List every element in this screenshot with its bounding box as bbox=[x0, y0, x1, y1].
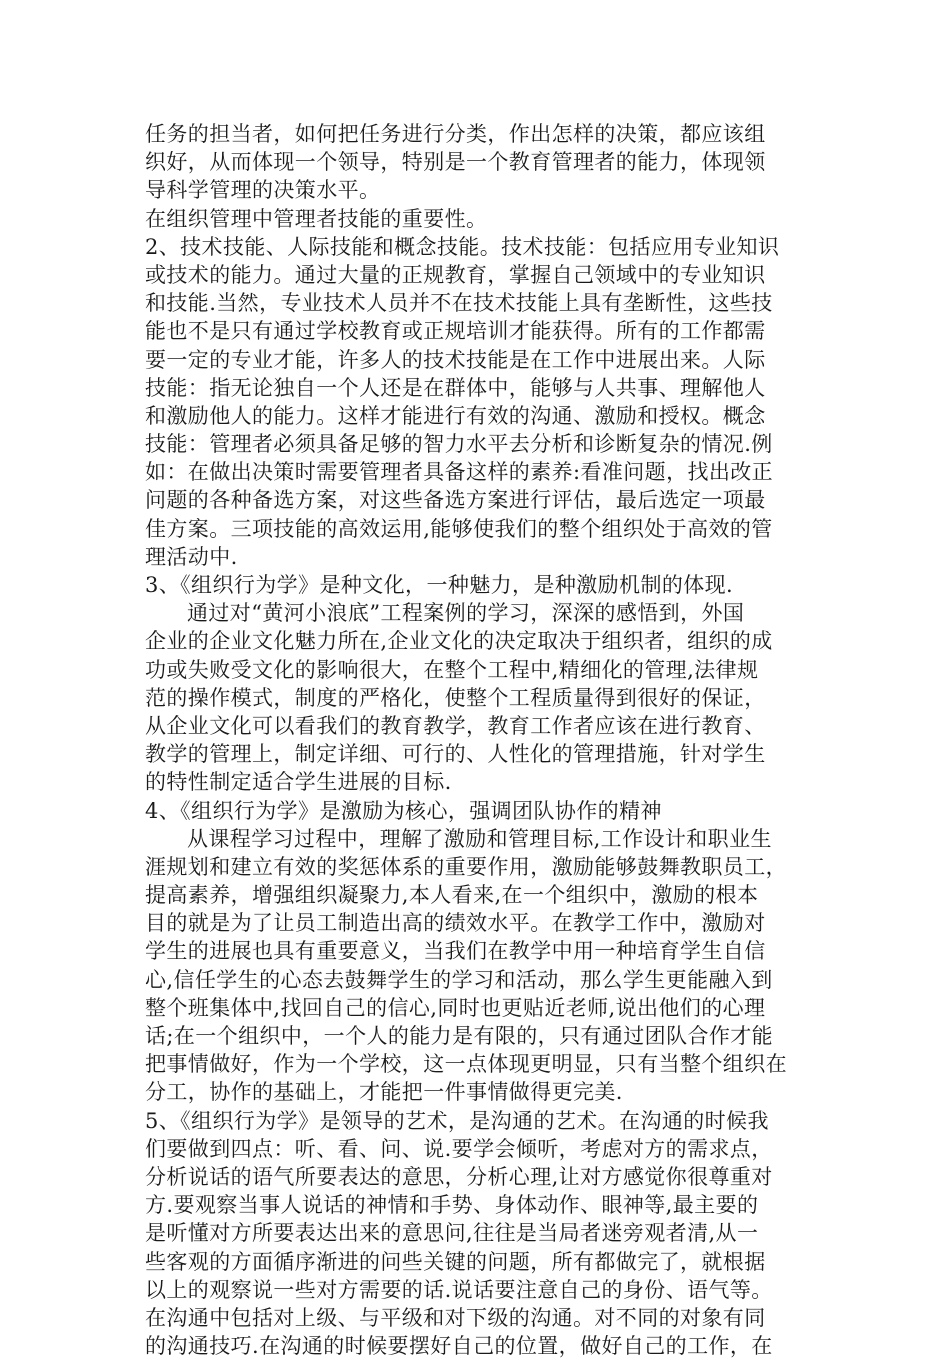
text-line: 和激励他人的能力。这样才能进行有效的沟通、激励和授权。概念 bbox=[145, 403, 766, 428]
text-line: 问题的各种备选方案，对这些备选方案进行评估，最后选定一项最 bbox=[145, 488, 766, 513]
text-line: 企业的企业文化魅力所在,企业文化的决定取决于组织者，组织的成 bbox=[145, 629, 773, 654]
text-line: 教学的管理上，制定详细、可行的、人性化的管理措施，针对学生 bbox=[145, 742, 766, 767]
text-line: 要一定的专业才能，许多人的技术技能是在工作中进展出来。人际 bbox=[145, 347, 766, 372]
text-line: 的沟通技巧.在沟通的时候要摆好自己的位置，做好自己的工作，在 bbox=[145, 1334, 773, 1359]
text-line: 是听懂对方所要表达出来的意思问,往往是当局者迷旁观者清,从一 bbox=[145, 1221, 759, 1246]
text-line: 话;在一个组织中，一个人的能力是有限的，只有通过团队合作才能 bbox=[145, 1024, 774, 1048]
text-line: 涯规划和建立有效的奖惩体系的重要作用，激励能够鼓舞教职员工， bbox=[145, 854, 787, 879]
text-line: 心,信任学生的心态去鼓舞学生的学习和活动，那么学生更能融入到 bbox=[145, 967, 773, 992]
text-line: 分工，协作的基础上，才能把一件事情做得更完美. bbox=[145, 1080, 623, 1105]
text-line: 分析说话的语气所要表达的意思，分析心理,让对方感觉你很尊重对 bbox=[145, 1164, 773, 1189]
text-line: 或技术的能力。通过大量的正规教育，掌握自己领域中的专业知识 bbox=[145, 262, 766, 287]
text-line: 导科学管理的决策水平。 bbox=[145, 178, 381, 203]
text-line: 提高素养，增强组织凝聚力,本人看来,在一个组织中，激励的根本 bbox=[145, 883, 759, 908]
text-line: 和技能.当然，专业技术人员并不在技术技能上具有垄断性，这些技 bbox=[145, 291, 773, 316]
text-line: 在沟通中包括对上级、与平级和对下级的沟通。对不同的对象有同 bbox=[145, 1305, 766, 1330]
text-line: 理活动中. bbox=[145, 544, 238, 569]
text-line: 把事情做好，作为一个学校，这一点体现更明显，只有当整个组织在 bbox=[145, 1052, 787, 1077]
document-body bbox=[145, 120, 815, 1360]
text-line: 些客观的方面循序渐进的问些关键的问题，所有都做完了，就根据 bbox=[145, 1249, 766, 1274]
text-line: 们要做到四点：听、看、问、说.要学会倾听，考虑对方的需求点， bbox=[145, 1136, 773, 1161]
text-line: 整个班集体中,找回自己的信心,同时也更贴近老师,说出他们的心理 bbox=[145, 995, 766, 1020]
text-line: 技能：管理者必须具备足够的智力水平去分析和诊断复杂的情况.例 bbox=[145, 432, 773, 457]
text-line: 如：在做出决策时需要管理者具备这样的素养:看准问题，找出改正 bbox=[145, 460, 774, 485]
text-line: 佳方案。三项技能的高效运用,能够使我们的整个组织处于高效的管 bbox=[145, 516, 773, 541]
text-line: 范的操作模式，制度的严格化，使整个工程质量得到很好的保证， bbox=[145, 685, 766, 710]
text-line: 以上的观察说一些对方需要的话.说话要注意自己的身份、语气等。 bbox=[145, 1277, 773, 1302]
text-line: 2、技术技能、人际技能和概念技能。技术技能：包括应用专业知识 bbox=[145, 234, 780, 259]
text-line: 4、《组织行为学》是激励为核心，强调团队协作的精神 bbox=[145, 798, 662, 823]
text-line: 学生的进展也具有重要意义，当我们在教学中用一种培育学生自信 bbox=[145, 939, 766, 964]
text-line: 5、《组织行为学》是领导的艺术，是沟通的艺术。在沟通的时候我 bbox=[145, 1108, 769, 1133]
text-line: 从课程学习过程中，理解了激励和管理目标,工作设计和职业生 bbox=[187, 826, 772, 851]
text-line: 3、《组织行为学》是种文化，一种魅力，是种激励机制的体现. bbox=[145, 573, 734, 597]
text-line: 从企业文化可以看我们的教育教学，教育工作者应该在进行教育、 bbox=[145, 713, 766, 738]
text-line: 通过对“黄河小浪底”工程案例的学习，深深的感悟到，外国 bbox=[187, 601, 745, 626]
text-line: 功或失败受文化的影响很大，在整个工程中,精细化的管理,法律规 bbox=[145, 657, 759, 682]
text-line: 方.要观察当事人说话的神情和手势、身体动作、眼神等,最主要的 bbox=[145, 1193, 759, 1218]
text-line: 能也不是只有通过学校教育或正规培训才能获得。所有的工作都需 bbox=[145, 319, 766, 344]
text-line: 技能：指无论独自一个人还是在群体中，能够与人共事、理解他人 bbox=[145, 375, 766, 400]
text-line: 任务的担当者，如何把任务进行分类，作出怎样的决策，都应该组 bbox=[145, 122, 766, 146]
text-line: 的特性制定适合学生进展的目标. bbox=[145, 770, 452, 795]
text-line: 目的就是为了让员工制造出高的绩效水平。在教学工作中，激励对 bbox=[145, 911, 766, 936]
text-line: 织好，从而体现一个领导，特别是一个教育管理者的能力，体现领 bbox=[145, 150, 766, 175]
text-line: 在组织管理中管理者技能的重要性。 bbox=[145, 206, 488, 231]
